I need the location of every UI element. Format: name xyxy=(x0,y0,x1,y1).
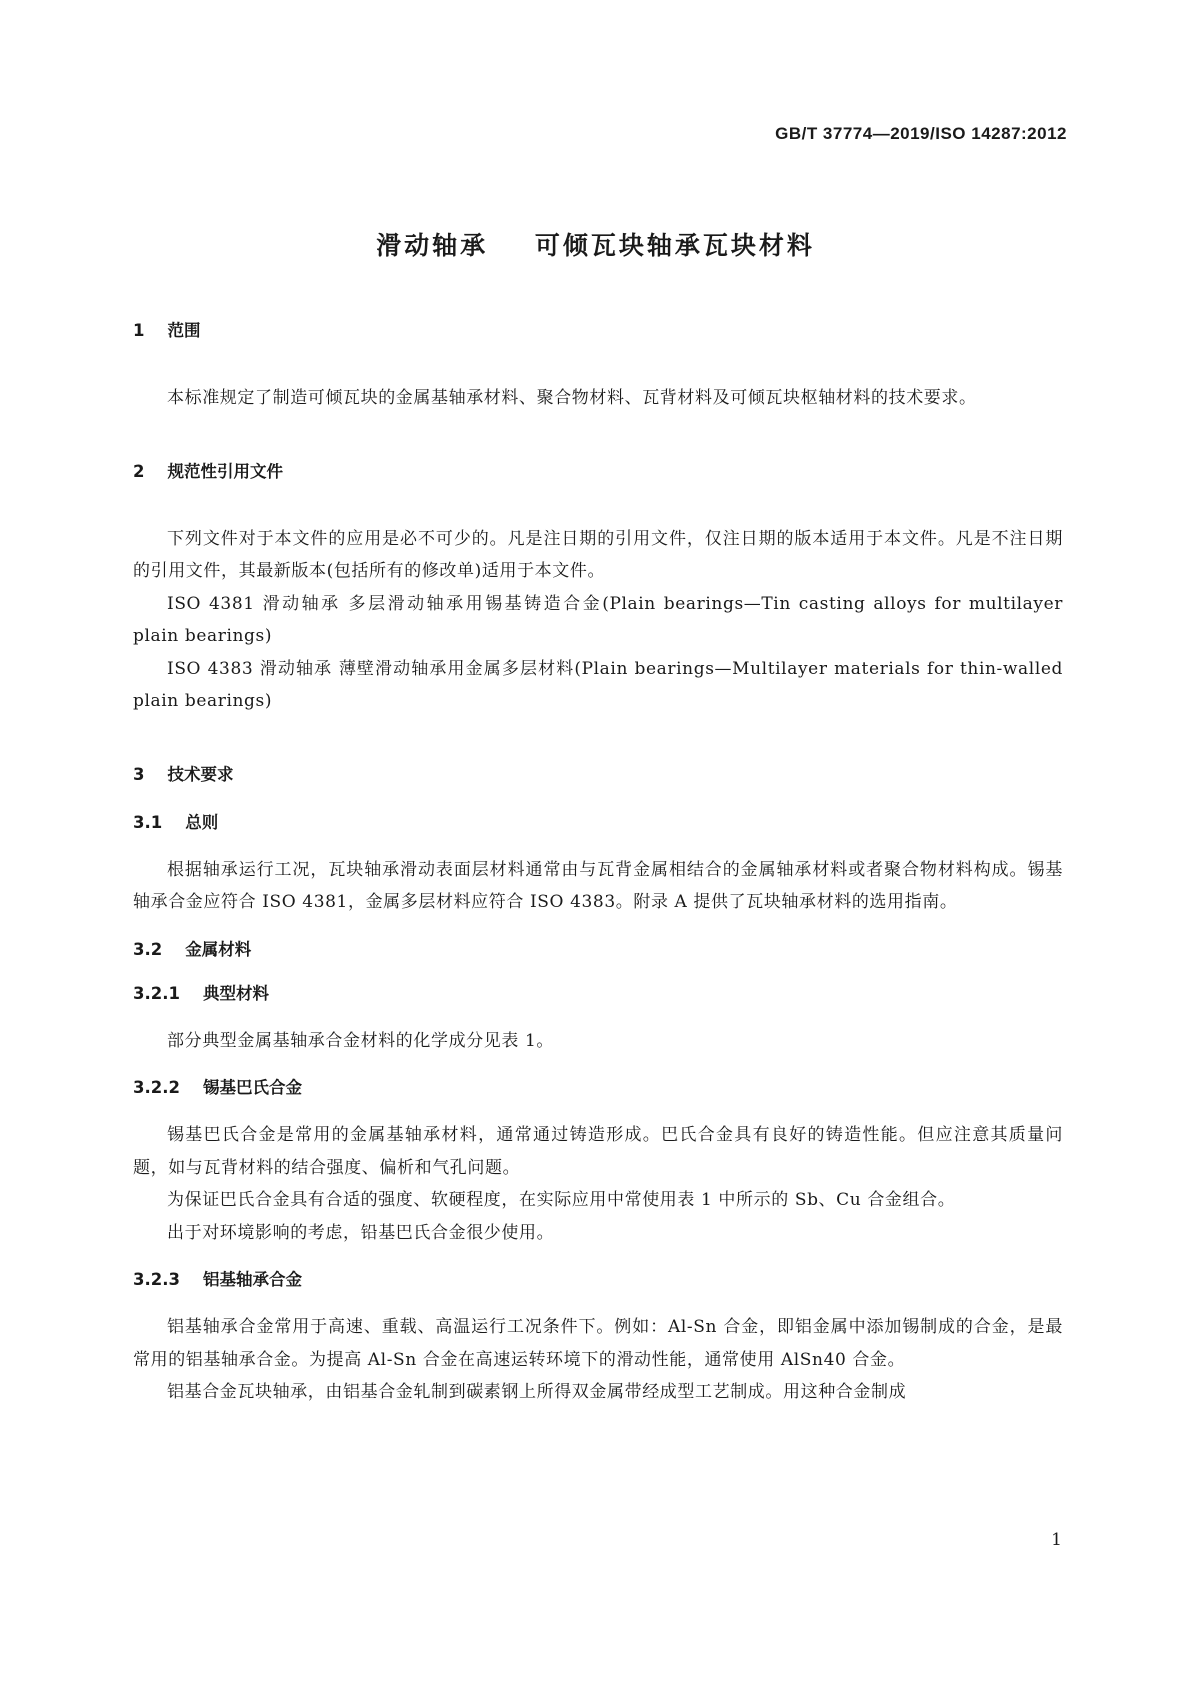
section-3-heading: 3 技术要求 xyxy=(133,764,234,784)
section-3-2-2-paragraph-1: 锡基巴氏合金是常用的金属基轴承材料，通常通过铸造形成。巴氏合金具有良好的铸造性能。但应注意其质量问题，如与瓦背材料的结合强度、偏析和气孔问题。 xyxy=(133,1125,1063,1178)
section-3-1-paragraph: 根据轴承运行工况，瓦块轴承滑动表面层材料通常由与瓦背金属相结合的金属轴承材料或者聚合物材料构成。锡基轴承合金应符合 ISO 4381，金属多层材料应符合 ISO 4383。附录 A 提供了瓦块轴承材料的选用指南。 xyxy=(133,859,1063,912)
document-body xyxy=(133,318,1063,1409)
section-3-2-3-heading: 3.2.3 铝基轴承合金 xyxy=(133,1270,302,1289)
section-3-2-2-paragraph-2: 为保证巴氏合金具有合适的强度、软硬程度，在实际应用中常使用表 1 中所示的 Sb、Cu 合金组合。 xyxy=(167,1190,956,1210)
section-3-2-2-heading: 3.2.2 锡基巴氏合金 xyxy=(133,1078,302,1097)
section-2-paragraph: 下列文件对于本文件的应用是必不可少的。凡是注日期的引用文件，仅注日期的版本适用于本文件。凡是不注日期的引用文件，其最新版本(包括所有的修改单)适用于本文件。 xyxy=(133,528,1063,581)
section-3-2-1-paragraph: 部分典型金属基轴承合金材料的化学成分见表 1。 xyxy=(167,1030,555,1051)
section-1-heading: 1 范围 xyxy=(133,321,201,340)
reference-iso-4383: ISO 4383 滑动轴承 薄壁滑动轴承用金属多层材料(Plain bearings—Multilayer materials for thin-walled plain bearings) xyxy=(133,658,1063,711)
reference-iso-4381: ISO 4381 滑动轴承 多层滑动轴承用锡基铸造合金(Plain bearings—Tin casting alloys for multilayer plain bearings) xyxy=(133,593,1063,646)
section-2-heading: 2 规范性引用文件 xyxy=(133,461,283,481)
section-3-2-3-paragraph-1: 铝基轴承合金常用于高速、重载、高温运行工况条件下。例如：Al-Sn 合金，即铝金属中添加锡制成的合金，是最常用的铝基轴承合金。为提高 Al-Sn 合金在高速运转环境下的滑动性能，通常使用 AlSn40 合金。 xyxy=(133,1317,1063,1370)
section-3-1-heading: 3.1 总则 xyxy=(133,812,219,832)
document-title: 滑动轴承 可倾瓦块轴承瓦块材料 xyxy=(376,231,815,260)
section-1-paragraph: 本标准规定了制造可倾瓦块的金属基轴承材料、聚合物材料、瓦背材料及可倾瓦块枢轴材料的技术要求。 xyxy=(167,388,977,408)
section-3-2-3-paragraph-2: 铝基合金瓦块轴承，由铝基合金轧制到碳素钢上所得双金属带经成型工艺制成。用这种合金制成 xyxy=(167,1382,907,1402)
page-number: 1 xyxy=(1051,1530,1062,1550)
section-3-2-1-heading: 3.2.1 典型材料 xyxy=(133,983,269,1003)
section-3-2-2-paragraph-3: 出于对环境影响的考虑，铅基巴氏合金很少使用。 xyxy=(167,1222,555,1243)
standard-code: GB/T 37774—2019/ISO 14287:2012 xyxy=(775,124,1067,143)
section-3-2-heading: 3.2 金属材料 xyxy=(133,939,252,959)
